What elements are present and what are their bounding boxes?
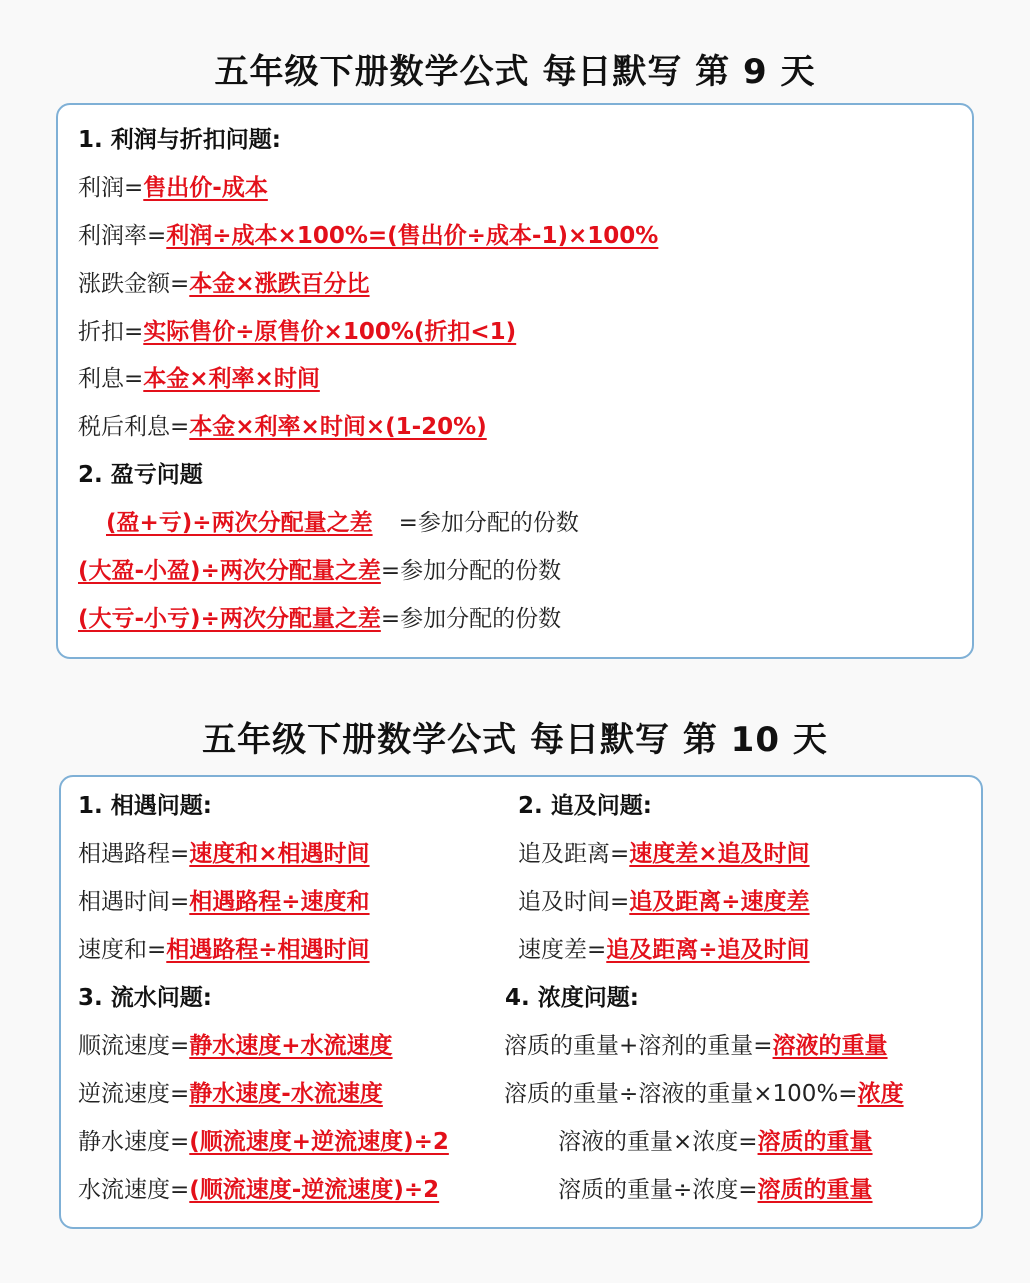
formula-row — [78, 173, 268, 203]
formula-label: 利润率= — [78, 223, 167, 249]
formula-answer: 本金×利率×时间×(1-20%) — [189, 414, 487, 440]
formula-row — [78, 1031, 393, 1061]
formula-suffix: =参加分配的份数 — [398, 510, 579, 536]
formula-answer: (大盈-小盈)÷两次分配量之差 — [78, 558, 381, 584]
formula-label: 利息= — [78, 366, 144, 392]
formula-label: 溶质的重量÷溶液的重量×100%= — [504, 1081, 858, 1107]
day10-title: 五年级下册数学公式 每日默写 第 10 天 — [202, 720, 828, 760]
day9-s1-heading: 1. 利润与折扣问题: — [78, 127, 281, 153]
formula-row — [78, 887, 370, 917]
formula-label: 顺流速度= — [78, 1033, 190, 1059]
formula-row — [518, 887, 810, 917]
formula-row — [78, 556, 561, 586]
formula-answer: 相遇路程÷相遇时间 — [166, 937, 370, 963]
formula-answer: 溶液的重量 — [772, 1033, 888, 1059]
day10-s4-heading: 4. 浓度问题: — [505, 985, 639, 1011]
formula-row — [518, 935, 810, 965]
formula-answer: 追及距离÷速度差 — [629, 889, 810, 915]
formula-row — [558, 1127, 873, 1157]
formula-answer: (顺流速度-逆流速度)÷2 — [189, 1177, 440, 1203]
formula-suffix: =参加分配的份数 — [380, 606, 562, 632]
formula-answer: 本金×利率×时间 — [143, 366, 320, 392]
day9-title: 五年级下册数学公式 每日默写 第 9 天 — [214, 52, 816, 92]
formula-answer: 速度差×追及时间 — [629, 841, 810, 867]
formula-label: 速度和= — [78, 937, 167, 963]
formula-answer: 静水速度+水流速度 — [189, 1033, 393, 1059]
formula-label: 相遇路程= — [78, 841, 190, 867]
formula-label: 溶质的重量÷浓度= — [558, 1177, 758, 1203]
formula-label: 逆流速度= — [78, 1081, 190, 1107]
formula-row — [78, 317, 516, 347]
formula-label: 税后利息= — [78, 414, 190, 440]
formula-row — [78, 935, 370, 965]
formula-row — [504, 1031, 888, 1061]
formula-answer: 静水速度-水流速度 — [189, 1081, 383, 1107]
formula-row — [78, 364, 320, 394]
formula-answer: (顺流速度+逆流速度)÷2 — [189, 1129, 449, 1155]
day10-s3-heading: 3. 流水问题: — [78, 985, 212, 1011]
formula-answer: (大亏-小亏)÷两次分配量之差 — [78, 606, 381, 632]
formula-answer: 本金×涨跌百分比 — [189, 271, 370, 297]
formula-label: 相遇时间= — [78, 889, 190, 915]
formula-label: 水流速度= — [78, 1177, 190, 1203]
formula-label: 追及距离= — [518, 841, 630, 867]
formula-answer: 利润÷成本×100%=(售出价÷成本-1)×100% — [166, 223, 659, 249]
formula-row — [78, 604, 561, 634]
formula-answer: 溶质的重量 — [757, 1177, 873, 1203]
formula-answer: 速度和×相遇时间 — [189, 841, 370, 867]
formula-row — [78, 508, 579, 538]
day9-s2-heading: 2. 盈亏问题 — [78, 462, 203, 488]
formula-label: 溶液的重量×浓度= — [558, 1129, 758, 1155]
formula-row — [78, 1175, 439, 1205]
formula-label: 折扣= — [78, 319, 144, 345]
day10-s1-heading: 1. 相遇问题: — [78, 793, 212, 819]
formula-suffix: =参加分配的份数 — [380, 558, 562, 584]
formula-label: 追及时间= — [518, 889, 630, 915]
formula-row — [78, 1079, 383, 1109]
formula-row — [504, 1079, 904, 1109]
formula-row — [518, 839, 810, 869]
formula-row — [78, 269, 370, 299]
formula-answer: (盈+亏)÷两次分配量之差 — [106, 510, 373, 536]
formula-row — [78, 839, 370, 869]
formula-answer: 浓度 — [857, 1081, 904, 1107]
formula-row — [558, 1175, 873, 1205]
day10-s2-heading: 2. 追及问题: — [518, 793, 652, 819]
formula-answer: 相遇路程÷速度和 — [189, 889, 370, 915]
formula-label: 静水速度= — [78, 1129, 190, 1155]
formula-label: 涨跌金额= — [78, 271, 190, 297]
formula-answer: 追及距离÷追及时间 — [606, 937, 810, 963]
formula-row — [78, 221, 658, 251]
formula-row — [78, 1127, 449, 1157]
formula-label: 速度差= — [518, 937, 607, 963]
formula-answer: 售出价-成本 — [143, 175, 268, 201]
formula-label: 利润= — [78, 175, 144, 201]
formula-answer: 实际售价÷原售价×100%(折扣<1) — [143, 319, 517, 345]
formula-label: 溶质的重量+溶剂的重量= — [504, 1033, 773, 1059]
formula-row — [78, 412, 487, 442]
formula-answer: 溶质的重量 — [757, 1129, 873, 1155]
